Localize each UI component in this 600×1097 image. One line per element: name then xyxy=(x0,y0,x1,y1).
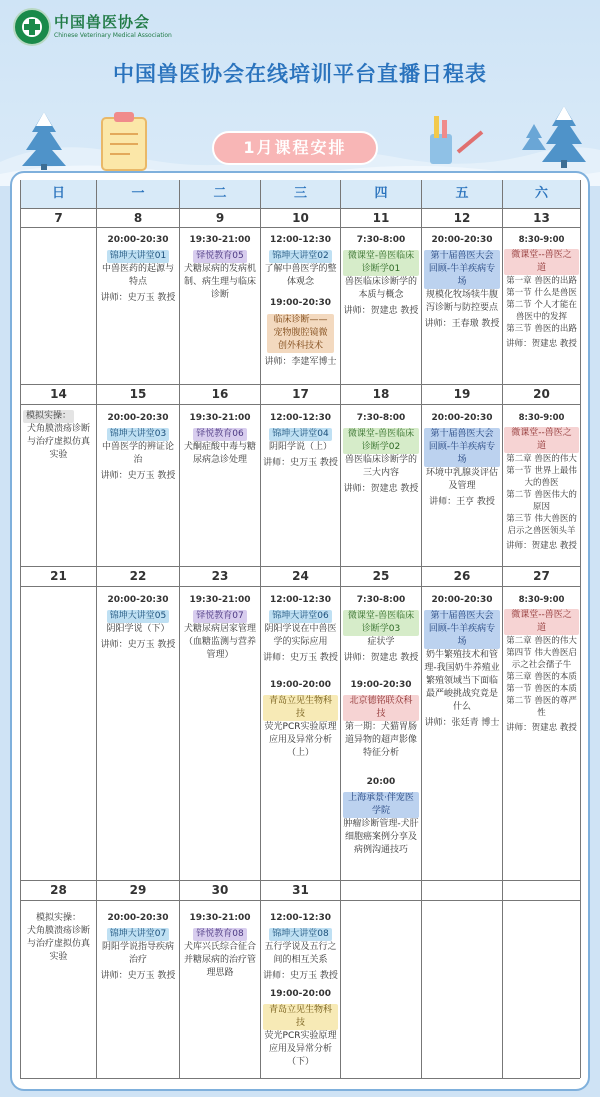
event-time: 19:00-20:00 xyxy=(269,680,332,690)
event-title: 犬库兴氏综合征合并糖尿病的治疗管理思路 xyxy=(183,942,256,978)
event-line: 第二节 兽医伟大的原因 xyxy=(506,490,577,512)
date-number: 29 xyxy=(129,883,147,897)
event-lecturer: 讲师：史万玉 教授 xyxy=(100,971,176,981)
weekday-mon: 一 xyxy=(97,180,179,208)
clipboard-icon xyxy=(94,110,162,174)
event-tag: 微课堂-兽医临床诊断学01 xyxy=(343,250,419,276)
event-time: 19:30-21:00 xyxy=(189,913,251,923)
event-lecturer: 讲师：史万玉 教授 xyxy=(100,640,176,650)
event-time: 7:30-8:00 xyxy=(356,235,406,245)
event-tag: 北京德铭联众科技 xyxy=(343,695,419,721)
event-tag: 锦坤大讲堂06 xyxy=(269,610,331,623)
event-tag: 锦坤大讲堂07 xyxy=(107,928,169,941)
event-time: 7:30-8:00 xyxy=(356,595,406,605)
event-time: 19:30-21:00 xyxy=(189,595,251,605)
event-time: 19:00-20:00 xyxy=(269,989,332,999)
event-title: 规模化牧场犊牛腹泻诊断与防控要点 xyxy=(425,290,498,313)
event-title: 阴阳学说（上） xyxy=(268,442,332,452)
event-time: 12:00-12:30 xyxy=(269,413,332,423)
event-time: 20:00-20:30 xyxy=(107,235,169,245)
event-cell[interactable] xyxy=(182,412,258,467)
event-title: 犬糖尿病的发病机制、病生理与临床诊断 xyxy=(183,264,256,300)
event-title: 五行学说及五行之间的相互关系 xyxy=(264,942,337,965)
event-title: 了解中兽医学的整体观念 xyxy=(264,264,337,287)
event-time: 8:30-9:00 xyxy=(518,413,565,423)
date-number: 8 xyxy=(133,211,143,225)
event-time: 12:00-12:30 xyxy=(269,235,332,245)
event-title: 阴阳学说指导疾病治疗 xyxy=(101,942,174,965)
date-number: 17 xyxy=(292,387,309,401)
date-number: 27 xyxy=(533,569,550,583)
event-cell[interactable] xyxy=(182,234,258,302)
event-tag: 上海承景·伴宠医学院 xyxy=(343,792,419,818)
event-tag: 锦坤大讲堂03 xyxy=(107,428,169,441)
event-tag: 第十届兽医大会回顾-牛羊疾病专场 xyxy=(424,610,500,649)
event-cell[interactable] xyxy=(424,412,500,509)
event-cell[interactable] xyxy=(99,234,177,305)
date-number: 23 xyxy=(211,569,229,583)
event-cell[interactable] xyxy=(343,412,419,496)
page-title: 中国兽医协会在线培训平台直播日程表 xyxy=(113,62,487,86)
event-time: 20:00 xyxy=(366,777,396,787)
event-line: 第二节 兽医的尊严性 xyxy=(506,696,577,718)
event-tag: 锦坤大讲堂02 xyxy=(269,250,331,263)
event-line: 第二章 兽医的伟大 xyxy=(506,636,577,646)
pencil-cup-icon xyxy=(420,112,490,168)
date-number: 30 xyxy=(211,883,229,897)
org-name-cn: 中国兽医协会 xyxy=(54,13,151,31)
event-time: 7:30-8:00 xyxy=(356,413,406,423)
event-cell[interactable] xyxy=(182,912,258,980)
date-number: 22 xyxy=(129,569,147,583)
org-name-en: Chinese Veterinary Medical Association xyxy=(54,32,172,39)
event-tag: 青岛立见生物科技 xyxy=(263,695,338,721)
date-number: 20 xyxy=(533,387,550,401)
event-tag: 第十届兽医大会回顾-牛羊疾病专场 xyxy=(424,250,500,289)
event-lecturer: 讲师：王亨 教授 xyxy=(429,497,495,507)
event-lecturer: 讲师：史万玉 教授 xyxy=(263,458,338,468)
event-lecturer: 讲师：史万玉 教授 xyxy=(263,653,338,663)
event-lecturer: 讲师：史万玉 教授 xyxy=(100,471,176,481)
event-line: 第一章 兽医的出路 xyxy=(506,276,577,286)
date-number: 14 xyxy=(50,387,67,401)
event-line: 第四节 伟大兽医启示之社会孺子牛 xyxy=(506,648,577,670)
event-time: 20:00-20:30 xyxy=(107,413,169,423)
event-cell[interactable] xyxy=(99,412,177,483)
date-number: 15 xyxy=(129,387,147,401)
event-cell[interactable] xyxy=(343,234,419,318)
event-cell[interactable] xyxy=(263,234,338,369)
event-title: 阴阳学说（下） xyxy=(106,624,170,634)
event-tag: 模拟实操： xyxy=(35,913,81,923)
date-number: 7 xyxy=(54,211,63,225)
event-lecturer: 讲师：贺建忠 教授 xyxy=(506,541,577,551)
event-title: 中兽医药的起源与特点 xyxy=(101,264,174,287)
event-tag: 微课堂-兽医临床诊断学03 xyxy=(343,610,419,636)
date-number: 31 xyxy=(292,883,309,897)
event-lecturer: 讲师：史万玉 教授 xyxy=(100,293,176,303)
event-title: 犬酮症酸中毒与糖尿病急诊处理 xyxy=(183,442,256,465)
event-lecturer: 讲师：王春璈 教授 xyxy=(424,319,500,329)
date-number: 24 xyxy=(292,569,309,583)
event-time: 19:00-20:30 xyxy=(350,680,412,690)
date-number: 13 xyxy=(533,211,550,225)
event-lecturer: 讲师：贺建忠 教授 xyxy=(506,723,577,733)
event-cell[interactable] xyxy=(504,234,579,350)
weekday-sun: 日 xyxy=(21,180,96,208)
event-tag: 微课堂--兽医之道 xyxy=(504,249,579,275)
event-title: 中兽医学的辨证论治 xyxy=(101,442,174,465)
event-time: 19:30-21:00 xyxy=(189,235,251,245)
event-cell[interactable] xyxy=(424,234,500,331)
event-cell[interactable] xyxy=(424,594,500,730)
weekday-wed: 三 xyxy=(261,180,340,208)
event-line: 第二章 兽医的伟大 xyxy=(506,454,577,464)
event-lecturer: 讲师：贺建忠 教授 xyxy=(343,306,419,316)
event-cell[interactable] xyxy=(263,912,338,1069)
month-badge: 1月课程安排 xyxy=(212,131,378,165)
date-number: 18 xyxy=(372,387,390,401)
event-tag: 锦坤大讲堂01 xyxy=(107,250,169,263)
event-cell[interactable] xyxy=(23,410,94,462)
event-tag: 青岛立见生物科技 xyxy=(263,1004,338,1030)
event-line: 第一节 什么是兽医 xyxy=(506,288,577,298)
cva-logo-icon xyxy=(13,8,51,46)
date-number: 25 xyxy=(372,569,390,583)
event-time: 20:00-20:30 xyxy=(107,595,169,605)
event-cell[interactable] xyxy=(182,594,258,662)
event-title: 荧光PCR实验原理应用及异常分析（上） xyxy=(264,722,337,758)
event-tag: 微课堂--兽医之道 xyxy=(504,609,579,635)
event-title: 荧光PCR实验原理应用及异常分析（下） xyxy=(264,1031,337,1067)
date-number: 12 xyxy=(453,211,471,225)
weekday-sat: 六 xyxy=(503,180,580,208)
event-tag: 锦坤大讲堂04 xyxy=(269,428,331,441)
date-number: 26 xyxy=(453,569,471,583)
event-cell[interactable] xyxy=(99,594,177,652)
event-tag: 第十届兽医大会回顾-牛羊疾病专场 xyxy=(424,428,500,467)
weekday-tue: 二 xyxy=(180,180,260,208)
event-time: 12:00-12:30 xyxy=(269,913,332,923)
event-tag: 铎悦教育07 xyxy=(193,610,246,623)
event-title: 症状学 xyxy=(367,637,395,647)
event-time: 19:00-20:30 xyxy=(269,298,332,308)
snowy-tree-right-icon xyxy=(518,104,588,170)
date-number: 21 xyxy=(50,569,67,583)
event-cell[interactable] xyxy=(263,412,338,470)
event-cell[interactable] xyxy=(504,412,579,552)
event-line: 第三节 兽医的出路 xyxy=(506,324,577,334)
event-line: 第一节 兽医的本质 xyxy=(506,684,577,694)
event-time: 12:00-12:30 xyxy=(269,595,332,605)
event-cell[interactable] xyxy=(504,594,579,734)
weekday-thu: 四 xyxy=(341,180,421,208)
event-tag: 临床诊断——宠物腹腔镜微创外科技术 xyxy=(267,314,334,353)
event-tag: 铎悦教育08 xyxy=(193,928,246,941)
event-line: 第三章 兽医的本质 xyxy=(506,672,577,682)
event-cell[interactable] xyxy=(99,912,177,983)
event-title: 兽医临床诊断学的三大内容 xyxy=(344,455,417,478)
event-lecturer: 讲师：史万玉 教授 xyxy=(263,971,338,981)
event-line: 第二节 个人才能在兽医中的发挥 xyxy=(506,300,577,322)
event-lecturer: 讲师：李建军博士 xyxy=(264,357,337,367)
event-tag: 锦坤大讲堂08 xyxy=(269,928,331,941)
event-tag: 铎悦教育06 xyxy=(193,428,246,441)
event-title: 阴阳学说在中兽医学的实际应用 xyxy=(264,624,337,647)
event-title: 犬角膜溃疡诊断与治疗虚拟仿真实验 xyxy=(26,424,90,460)
event-title: 兽医临床诊断学的本质与概念 xyxy=(344,277,417,300)
event-line: 第一节 世界上最伟大的兽医 xyxy=(506,466,577,488)
date-number: 10 xyxy=(292,211,309,225)
snowy-tree-left-icon xyxy=(14,110,74,170)
event-tag: 模拟实操： xyxy=(23,410,74,423)
event-lecturer: 讲师：贺建忠 教授 xyxy=(343,484,419,494)
event-cell[interactable] xyxy=(263,594,338,760)
event-title: 环境中乳腺炎评估及管理 xyxy=(425,468,498,491)
event-time: 20:00-20:30 xyxy=(107,913,169,923)
event-tag: 微课堂-兽医临床诊断学02 xyxy=(343,428,419,454)
event-tag: 铎悦教育05 xyxy=(193,250,246,263)
event-title: 犬角膜溃疡诊断与治疗虚拟仿真实验 xyxy=(26,926,90,962)
event-cell[interactable] xyxy=(343,594,419,857)
event-time: 19:30-21:00 xyxy=(189,413,251,423)
event-time: 8:30-9:00 xyxy=(518,595,565,605)
event-lecturer: 讲师：张廷青 博士 xyxy=(424,718,500,728)
event-time: 20:00-20:30 xyxy=(431,413,493,423)
event-title: 第一期：犬猫胃肠道异物的超声影像特征分析 xyxy=(344,722,417,758)
weekday-fri: 五 xyxy=(422,180,502,208)
event-tag: 锦坤大讲堂05 xyxy=(107,610,169,623)
date-number: 19 xyxy=(453,387,471,401)
event-time: 20:00-20:30 xyxy=(431,235,493,245)
event-time: 20:00-20:30 xyxy=(431,595,493,605)
date-number: 9 xyxy=(215,211,225,225)
date-number: 28 xyxy=(50,883,67,897)
date-number: 11 xyxy=(372,211,390,225)
event-title: 犬糖尿病居家管理（血糖监测与营养管理） xyxy=(183,624,256,660)
event-tag: 微课堂--兽医之道 xyxy=(504,427,579,453)
event-lecturer: 讲师：贺建忠 教授 xyxy=(506,339,577,349)
event-title: 肿瘤诊断管理-犬肝细胞癌案例分享及病例沟通技巧 xyxy=(343,819,419,855)
date-number: 16 xyxy=(211,387,229,401)
event-time: 8:30-9:00 xyxy=(518,235,565,245)
event-lecturer: 讲师：贺建忠 教授 xyxy=(343,653,419,663)
event-line: 第三节 伟大兽医的启示之兽医领头羊 xyxy=(506,514,577,536)
event-title: 奶牛繁殖技术和管理-我国奶牛养殖业繁殖领域当下面临最严峻挑战究竟是什么 xyxy=(424,650,500,712)
event-cell[interactable] xyxy=(23,912,94,964)
